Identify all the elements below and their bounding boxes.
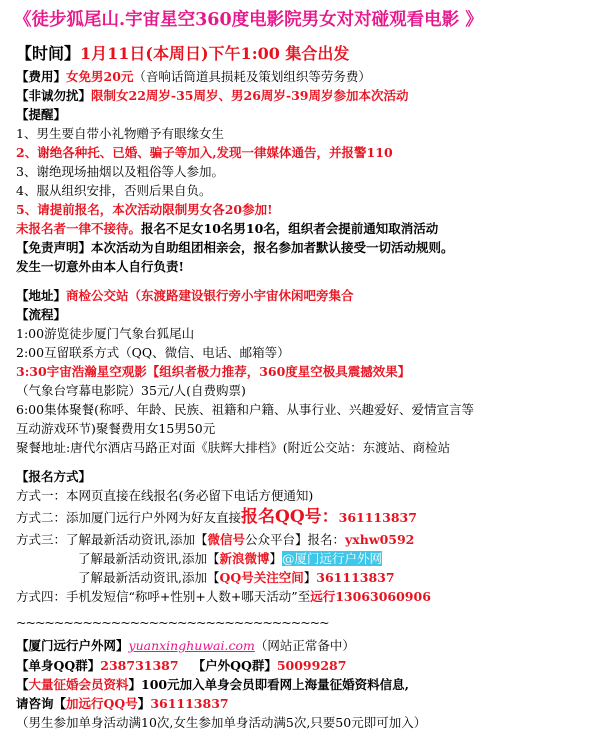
process-item: 1:00游览徒步厦门气象台狐尾山	[16, 326, 195, 341]
signup-m3b-text: 了解最新活动资讯,添加【	[78, 551, 220, 566]
address-value: 商检公交站（东渡路建设银行旁小宇宙休闲吧旁集合	[66, 288, 354, 303]
signup-m3b-weibo: 新浪微博	[219, 551, 270, 566]
site-line	[16, 637, 355, 655]
signup-m4-text: 方式四：手机发短信“称呼+性别+人数+哪天活动”至	[16, 589, 311, 604]
address-label: 【地址】	[16, 288, 67, 303]
restriction-value: 限制女22周岁-35周岁、男26周岁-39周岁参加本次活动	[91, 88, 409, 103]
signup-m2-big: 报名QQ号：	[241, 507, 339, 527]
signup-m3c-num[interactable]: 361113837	[316, 570, 395, 585]
vip-highlight: 大量征婚会员资料	[28, 677, 129, 692]
signup-method-4	[16, 588, 431, 606]
disclaimer-value: 本次活动为自助组团相亲会，报名参加者默认接受一切活动规则。	[91, 240, 454, 255]
signup-m3c-text: 了解最新活动资讯,添加【	[78, 570, 220, 585]
reminder-label: 【提醒】	[16, 107, 67, 122]
page-title: 《徒步狐尾山.宇宙星空360度电影院男女对对碰观看电影 》	[14, 10, 483, 30]
process-item: 聚餐地址:唐代尔酒店马路正对面《肤辉大排档》(附近公交站：东渡站、商检站	[16, 440, 451, 455]
consult-line	[16, 695, 229, 713]
single-group-number[interactable]: 238731387	[100, 658, 179, 673]
signup-m3c-qq: QQ号关注空间	[219, 570, 304, 585]
signup-label: 【报名方式】	[16, 469, 92, 484]
consult-red: 加远行QQ号	[66, 696, 138, 711]
time-label: 【时间】	[16, 44, 81, 63]
no-signup-line	[16, 220, 438, 238]
vip-rest: 】100元加入单身会员即看网上海量征婚资料信息,	[128, 677, 409, 692]
disclaimer-label: 【免责声明】	[16, 240, 92, 255]
no-signup-rest: 报名不足女10名男10名，组织者会提前通知取消活动	[141, 221, 439, 236]
fee-label: 【费用】	[16, 69, 67, 84]
process-item: 2:00互留联系方式（QQ、微信、电话、邮箱等）	[16, 345, 290, 360]
process-item: 互动游戏环节)聚餐费用女15男50元	[16, 421, 216, 436]
site-url-link[interactable]: yuanxinghuwai.com	[128, 638, 255, 653]
signup-method-3	[16, 531, 414, 549]
signup-m3-wechat: 微信号	[207, 532, 245, 547]
signup-m3-mid: 公众平台】报名：	[245, 532, 346, 547]
vip-open: 【	[16, 677, 29, 692]
outdoor-group-label: 【户外QQ群】	[192, 658, 277, 673]
vip-line	[16, 676, 409, 694]
site-label: 【厦门远行户外网】	[16, 638, 129, 653]
signup-method-2	[16, 508, 417, 527]
consult-pre: 请咨询【	[16, 696, 67, 711]
fee-note: （音响话筒道具损耗及策划组织等劳务费）	[133, 69, 371, 84]
disclaimer-line-2: 发生一切意外由本人自行负责!	[16, 259, 184, 274]
reminder-item: 2、谢绝各种托、已婚、骗子等加入,发现一律媒体通告，并报警110	[16, 145, 393, 160]
process-label: 【流程】	[16, 307, 67, 322]
signup-m3-id[interactable]: yxhw0592	[345, 532, 415, 547]
disclaimer-line	[16, 239, 454, 257]
consult-mid: 】	[137, 696, 151, 711]
address-line	[16, 287, 354, 305]
outdoor-group-number[interactable]: 50099287	[276, 658, 347, 673]
reminder-item: 5、请提前报名，本次活动限制男女各20参加!	[16, 202, 273, 217]
process-item: 3:30宇宙浩瀚星空观影【组织者极力推荐，360度星空极具震撼效果】	[16, 364, 411, 379]
restriction-label: 【非诚勿扰】	[16, 88, 92, 103]
reminder-item: 4、服从组织安排，否则后果自负。	[16, 183, 212, 198]
signup-m2-qq[interactable]: 361113837	[338, 510, 417, 525]
reminder-item: 3、谢绝现场抽烟以及粗俗等人参加。	[16, 164, 224, 179]
signup-m4-num[interactable]: 13063060906	[335, 589, 431, 604]
qq-groups-line	[16, 657, 346, 675]
reminder-item: 1、男生要自带小礼物赠予有眼缘女生	[16, 126, 224, 141]
no-signup-red: 未报名者一律不接待。	[16, 221, 142, 236]
fee-line	[16, 68, 371, 86]
consult-note: （男生参加单身活动满10次,女生参加单身活动满5次,只要50元即可加入）	[16, 715, 427, 730]
site-note: （网站正常备中）	[254, 638, 355, 653]
signup-method-1: 方式一：本网页直接在线报名(务必留下电话方便通知)	[16, 488, 314, 503]
single-group-label: 【单身QQ群】	[16, 658, 101, 673]
signup-m3c-mid: 】	[303, 570, 317, 585]
signup-m3b-mid: 】	[269, 551, 283, 566]
signup-method-3b	[78, 550, 382, 568]
divider: ~~~~~~~~~~~~~~~~~~~~~~~~~~~~~~~~~	[16, 615, 329, 630]
fee-value: 女免男20元	[66, 69, 134, 84]
process-item: 6:00集体聚餐(称呼、年龄、民族、祖籍和户籍、从事行业、兴趣爱好、爱情宣言等	[16, 402, 474, 417]
signup-m3-text: 方式三：了解最新活动资讯,添加【	[16, 532, 208, 547]
time-line	[16, 45, 349, 63]
signup-m2-text: 方式二：添加厦门远行户外网为好友直接	[16, 510, 242, 525]
weibo-account-link[interactable]: @厦门远行户外网	[282, 551, 383, 566]
signup-m4-red: 远行	[310, 589, 336, 604]
restriction-line	[16, 87, 408, 105]
signup-method-3c	[78, 569, 395, 587]
consult-qq-number[interactable]: 361113837	[150, 696, 229, 711]
process-item: （气象台穹幕电影院）35元/人(自费购票)	[16, 383, 246, 398]
time-value: 1月11日(本周日)下午1:00 集合出发	[80, 44, 350, 63]
